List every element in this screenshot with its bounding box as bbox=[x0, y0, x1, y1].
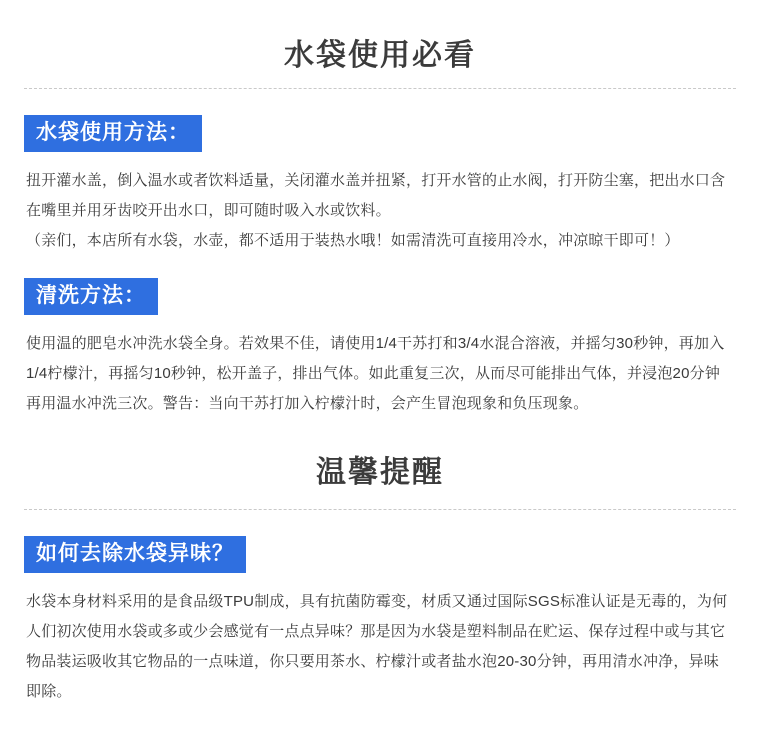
page-title: 水袋使用必看 bbox=[284, 39, 476, 72]
section-odor-paragraph-1: 水袋本身材料采用的是食品级TPU制成，具有抗菌防霉变，材质又通过国际SGS标准认证是无毒的，为何人们初次使用水袋或多或少会感觉有一点点异味？那是因为水袋是塑料制品在贮运、保存过程中或与其它物品装运吸收其它物品的一点味道，你只要用茶水、柠檬汁或者盐水泡20-30分钟，再用清水冲净，异味即除。 bbox=[26, 593, 728, 701]
section-cleaning bbox=[24, 256, 736, 419]
section-cleaning-label: 清洗方法： bbox=[24, 278, 158, 315]
section-odor-label: 如何去除水袋异味？ bbox=[24, 536, 246, 573]
section-cleaning-paragraph-1: 使用温的肥皂水冲洗水袋全身。若效果不佳，请使用1/4干苏打和3/4水混合溶液，并摇匀30秒钟，再加入1/4柠檬汁，再摇匀10秒钟，松开盖子，排出气体。如此重复三次，从而尽可能排出气体，并浸泡20分钟再用温水冲洗三次。警告：当向干苏打加入柠檬汁时，会产生冒泡现象和负压现象。 bbox=[26, 335, 725, 413]
section-usage-label: 水袋使用方法： bbox=[24, 115, 202, 152]
section-usage bbox=[24, 89, 736, 256]
page-subtitle: 温馨提醒 bbox=[316, 456, 444, 490]
section-usage-paragraph-1: 扭开灌水盖，倒入温水或者饮料适量，关闭灌水盖并扭紧，打开水管的止水阀，打开防尘塞，把出水口含在嘴里并用牙齿咬开出水口，即可随时吸入水或饮料。 bbox=[26, 172, 726, 220]
section-usage-paragraph-2: （亲们，本店所有水袋，水壶，都不适用于装热水哦！如需清洗可直接用冷水，冲凉晾干即可！） bbox=[26, 232, 680, 250]
section-odor bbox=[24, 510, 736, 707]
